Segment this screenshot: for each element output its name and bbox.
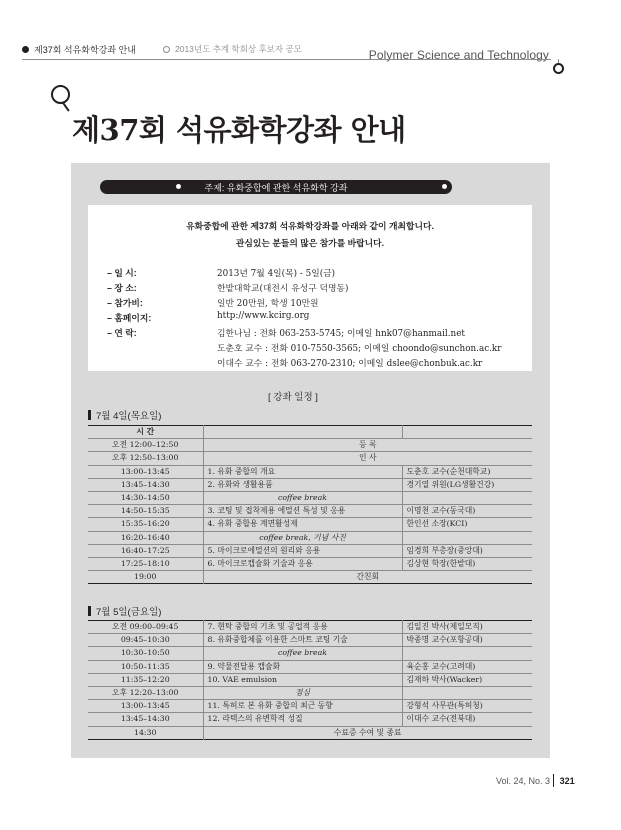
event-cell: 수료증 수여 및 종료 (203, 726, 532, 739)
table-row (88, 465, 532, 478)
page-title: 제37회 석유화학강좌 안내 (72, 113, 406, 147)
running-header-section (22, 43, 136, 56)
table-row (88, 531, 532, 544)
break-cell: coffee break (203, 491, 402, 504)
info-value: 한밭대학교(대전시 유성구 덕명동) (217, 284, 349, 294)
lecture-topic-cell: 1. 유화 중합의 개요 (203, 465, 402, 478)
time-cell: 13:00–13:45 (120, 701, 170, 711)
time-cell: 10:50–11:35 (120, 661, 170, 671)
table-row (88, 478, 532, 491)
table-row (88, 544, 532, 557)
speaker-cell: 경기열 위원(LG생활건강) (406, 479, 495, 489)
table-row (88, 518, 532, 531)
speaker-cell (402, 531, 532, 544)
day1-heading (88, 408, 161, 422)
title-ring-tail (62, 102, 69, 111)
info-label: – 연 락: (107, 328, 137, 338)
event-cell: 인 사 (203, 452, 532, 465)
header-rule (22, 59, 551, 60)
day2-schedule-table (88, 620, 532, 740)
info-value: 일반 20만원, 학생 10만원 (217, 299, 319, 309)
time-cell: 14:30–14:50 (120, 493, 170, 503)
topic-banner (100, 180, 452, 194)
speaker-cell (402, 686, 532, 699)
running-header-mid-text: 2013년도 추계 학회상 후보자 공모 (175, 44, 302, 54)
table-row (88, 700, 532, 713)
day1-schedule-table (88, 425, 532, 584)
table-row (88, 726, 532, 739)
info-value: 도춘호 교수 : 전화 010-7550-3565; 이메일 choondo@sunchon.ac.kr (217, 344, 502, 354)
running-header-next-article (163, 43, 302, 55)
time-cell: 19:00 (134, 572, 157, 582)
header-end-ring-icon (553, 63, 564, 74)
lecture-topic-cell: 8. 유화중합체를 이용한 스마트 코팅 기술 (203, 634, 402, 647)
table-row (88, 505, 532, 518)
time-cell: 오후 12:50–13:00 (112, 453, 179, 463)
table-row (88, 439, 532, 452)
day2-heading (88, 604, 161, 618)
table-row (88, 571, 532, 584)
break-cell: coffee break (203, 647, 402, 660)
speaker-cell: 이명천 교수(동국대) (406, 506, 476, 516)
lecture-topic-cell: 5. 마이크로에멀션의 원리와 응용 (203, 544, 402, 557)
table-row (88, 621, 532, 634)
lecture-topic-cell: 6. 마이크로캡슐화 기술과 응용 (203, 557, 402, 570)
speaker-cell: 임경희 부총장(중앙대) (406, 545, 483, 555)
heading-bar-icon (88, 606, 91, 616)
heading-bar-icon (88, 410, 91, 420)
info-label: – 일 시: (107, 268, 137, 278)
schedule-title: [ 강좌 일정 ] (268, 392, 318, 403)
speaker-cell: 김상현 학장(한밭대) (406, 558, 476, 568)
time-cell: 15:35–16:20 (120, 519, 170, 529)
table-header-row (88, 426, 532, 439)
info-value: 이대수 교수 : 전화 063-270-2310; 이메일 dslee@chonbuk.ac.kr (217, 359, 483, 369)
journal-name: Polymer Science and Technology (368, 48, 549, 62)
time-cell: 09:45–10:30 (120, 635, 170, 645)
title-ring-icon (51, 85, 70, 104)
time-cell: 오전 12:00–12:50 (112, 440, 179, 450)
ring-bullet-icon (163, 46, 170, 53)
lecture-topic-cell: 10. VAE emulsion (203, 673, 402, 686)
table-row (88, 660, 532, 673)
page-number: 321 (559, 776, 575, 786)
info-label: – 장 소: (107, 283, 137, 293)
banner-left-dot-icon (176, 184, 181, 189)
speaker-cell: 박종명 교수(포항공대) (406, 635, 483, 645)
info-value-homepage-link[interactable]: http://www.kcirg.org (217, 311, 310, 321)
lecture-topic-cell: 9. 약물전달용 캡슐화 (203, 660, 402, 673)
time-cell: 13:45–14:30 (120, 479, 170, 489)
info-value: 김한나님 : 전화 063-253-5745; 이메일 hnk07@hanmail.net (217, 329, 465, 339)
time-cell: 16:40–17:25 (120, 545, 170, 555)
time-cell: 14:30 (134, 727, 157, 737)
footer-separator (553, 774, 554, 787)
table-row (88, 491, 532, 504)
lecture-topic-cell: 11. 특허로 본 유화 중합의 최근 동향 (203, 700, 402, 713)
table-row (88, 673, 532, 686)
time-cell: 11:35–12:20 (120, 674, 170, 684)
time-header: 시 간 (136, 427, 155, 437)
time-cell: 17:25–18:10 (120, 558, 170, 568)
time-cell: 10:30–10:50 (120, 648, 170, 658)
info-value: 2013년 7월 4일(목) - 5일(금) (217, 269, 336, 279)
bullet-dot-icon (22, 46, 29, 53)
intro-line-2: 관심있는 분들의 많은 참가를 바랍니다. (235, 238, 385, 248)
speaker-cell (402, 491, 532, 504)
table-row (88, 557, 532, 570)
volume-info: Vol. 24, No. 3 (496, 776, 551, 786)
info-label: – 참가비: (107, 298, 143, 308)
day1-heading-text: 7월 4일(목요일) (96, 411, 162, 422)
intro-line-1: 유화중합에 관한 제37회 석유화학강좌를 아래와 같이 개최합니다. (186, 221, 434, 231)
speaker-cell: 이대수 교수(전북대) (406, 714, 476, 724)
lecture-topic-cell: 12. 라텍스의 유변학적 성질 (203, 713, 402, 726)
info-label: – 홈페이지: (107, 313, 152, 323)
table-row (88, 686, 532, 699)
speaker-cell: 김일진 박사(제일모직) (406, 622, 483, 632)
speaker-cell: 김재하 박사(Wacker) (406, 674, 483, 684)
time-cell: 14:50–15:35 (120, 506, 170, 516)
time-cell: 오후 12:20–13:00 (112, 688, 179, 698)
table-row (88, 452, 532, 465)
speaker-cell: 육순홍 교수(고려대) (406, 661, 476, 671)
running-header-left-text: 제37회 석유화학강좌 안내 (34, 45, 136, 55)
table-row (88, 647, 532, 660)
banner-right-dot-icon (442, 184, 447, 189)
time-cell: 16:20–16:40 (120, 532, 170, 542)
time-cell: 13:45–14:30 (120, 714, 170, 724)
table-row (88, 634, 532, 647)
day2-heading-text: 7월 5일(금요일) (96, 607, 162, 618)
break-cell: coffee break, 기념 사진 (203, 531, 402, 544)
topic-text: 주제: 유화중합에 관한 석유화학 강좌 (204, 182, 348, 193)
time-cell: 오전 09:00–09:45 (112, 622, 179, 632)
event-cell: 간친회 (203, 571, 532, 584)
lecture-topic-cell: 3. 코팅 및 접착제용 에멀션 특성 및 응용 (203, 505, 402, 518)
event-cell: 등 록 (203, 439, 532, 452)
lecture-topic-cell: 2. 유화와 생활용품 (203, 478, 402, 491)
lecture-topic-cell: 4. 유화 중합용 계면활성제 (203, 518, 402, 531)
break-cell: 점심 (203, 686, 402, 699)
speaker-cell (402, 647, 532, 660)
table-row (88, 713, 532, 726)
page-footer (496, 776, 575, 786)
speaker-cell: 도춘호 교수(순천대학교) (406, 466, 491, 476)
speaker-cell: 강형석 사무관(특허청) (406, 701, 483, 711)
time-cell: 13:00–13:45 (120, 466, 170, 476)
speaker-cell: 한인선 소장(KCI) (406, 519, 468, 529)
lecture-topic-cell: 7. 현탁 중합의 기초 및 공업적 응용 (203, 621, 402, 634)
